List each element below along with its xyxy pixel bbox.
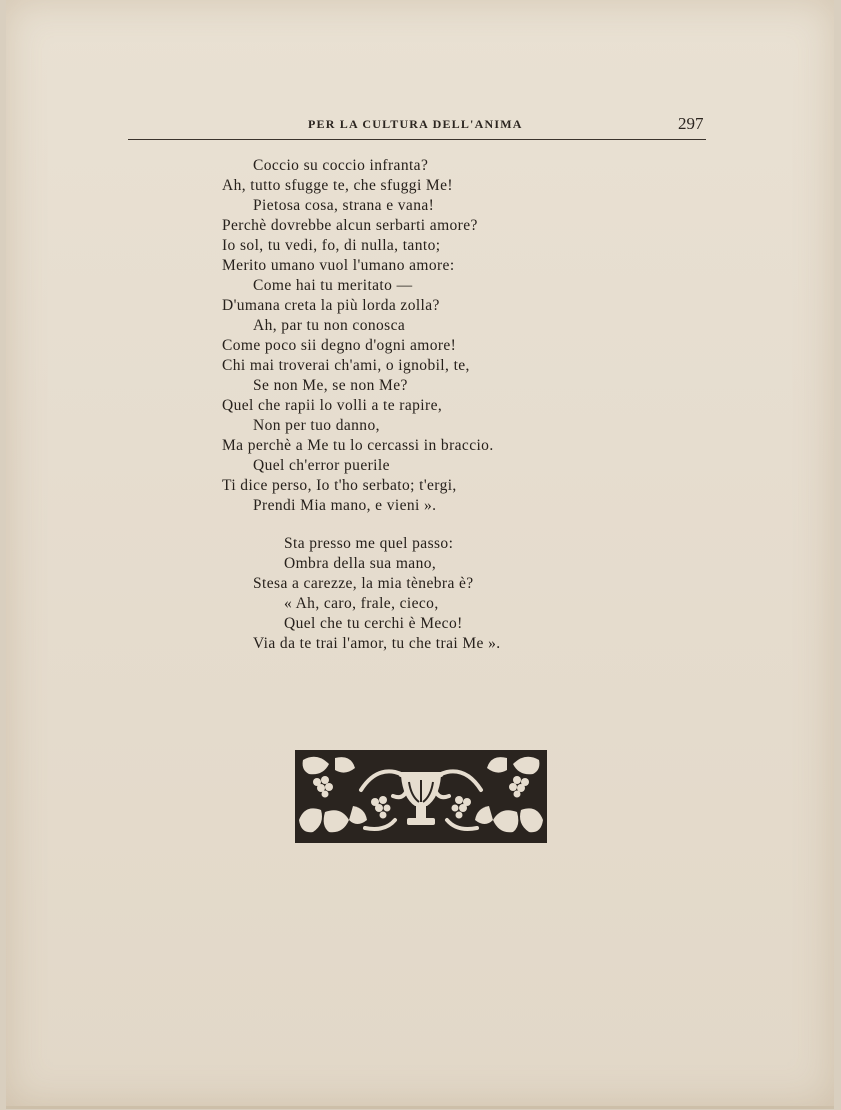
poem-line: Chi mai troverai ch'ami, o ignobil, te, xyxy=(222,357,470,374)
poem-line: Quel che rapii lo volli a te rapire, xyxy=(222,397,443,414)
running-head xyxy=(6,114,834,137)
poem-line: Come poco sii degno d'ogni amore! xyxy=(222,337,457,354)
poem-line: Ti dice perso, Io t'ho serbato; t'ergi, xyxy=(222,477,457,494)
stanza-break xyxy=(222,516,501,534)
poem-line: Se non Me, se non Me? xyxy=(253,377,408,394)
poem-line: Ma perchè a Me tu lo cercassi in braccio. xyxy=(222,437,494,454)
poem-line: Sta presso me quel passo: xyxy=(284,535,454,552)
poem-line: Io sol, tu vedi, fo, di nulla, tanto; xyxy=(222,237,441,254)
poem-line: « Ah, caro, frale, cieco, xyxy=(284,595,439,612)
poem-line: Ombra della sua mano, xyxy=(284,555,437,572)
poem-line: Merito umano vuol l'umano amore: xyxy=(222,257,455,274)
running-title: PER LA CULTURA DELL'ANIMA xyxy=(308,117,523,131)
page-number: 297 xyxy=(678,114,704,133)
poem-line: Coccio su coccio infranta? xyxy=(253,157,429,174)
poem-line: Pietosa cosa, strana e vana! xyxy=(253,197,435,214)
poem-line: Ah, par tu non conosca xyxy=(253,317,406,334)
vine-urn-ornament-icon xyxy=(295,750,547,843)
poem-line: Quel che tu cerchi è Meco! xyxy=(284,615,463,632)
poem-line: Perchè dovrebbe alcun serbarti amore? xyxy=(222,217,478,234)
poem-line: Come hai tu meritato — xyxy=(253,277,413,294)
book-page xyxy=(6,0,834,1109)
poem-body xyxy=(222,156,501,654)
poem-line: Non per tuo danno, xyxy=(253,417,380,434)
header-rule xyxy=(128,139,706,140)
poem-line: Prendi Mia mano, e vieni ». xyxy=(253,497,437,514)
poem-line: D'umana creta la più lorda zolla? xyxy=(222,297,440,314)
poem-line: Ah, tutto sfugge te, che sfuggi Me! xyxy=(222,177,453,194)
poem-line: Via da te trai l'amor, tu che trai Me ». xyxy=(253,635,501,652)
poem-line: Stesa a carezze, la mia tènebra è? xyxy=(253,575,474,592)
poem-line: Quel ch'error puerile xyxy=(253,457,390,474)
